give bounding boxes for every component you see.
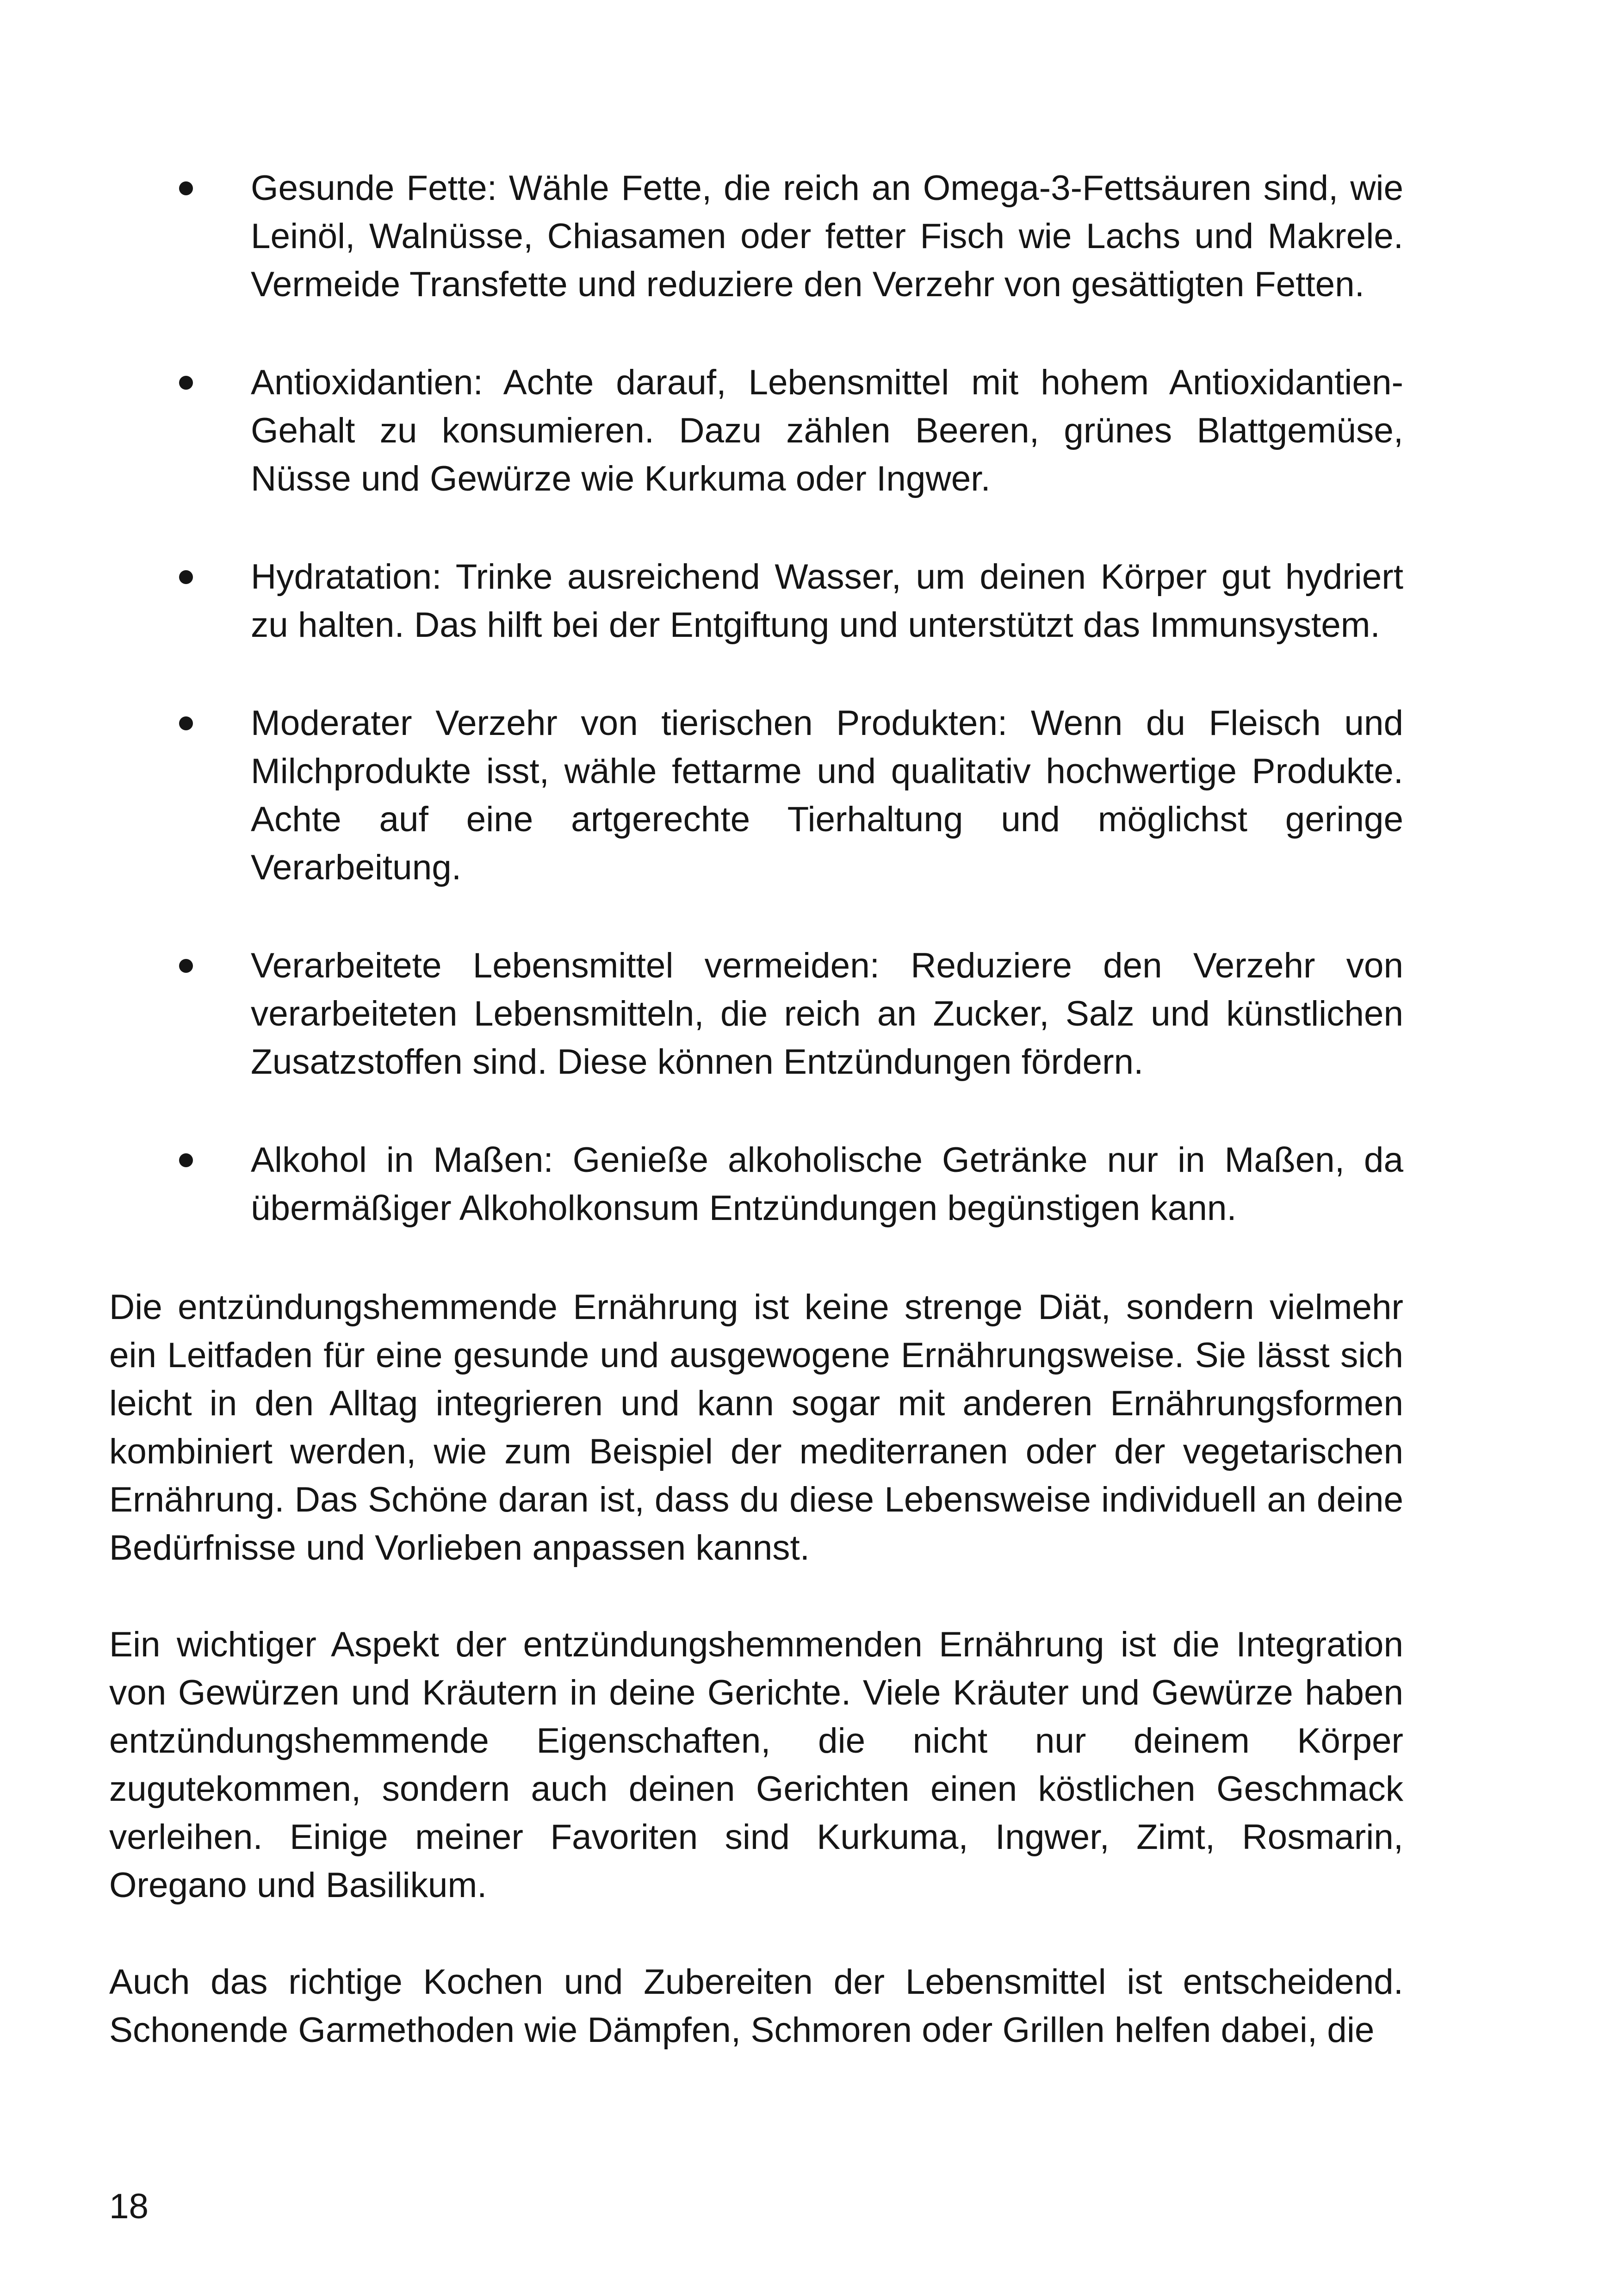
paragraph-spices-herbs: Ein wichtiger Aspekt der entzündungshemmenden Ernährung ist die Integration von Gewürzen und Kräutern in deine Gerichte. Viele Kräuter und Gewürze haben entzündungshemmende Eigenschaften, die nicht nur deinem Körper zugutekommen, sondern auch deinen Gerichten einen köstlichen Geschmack verleihen. Einige meiner Favoriten sind Kurkuma, Ingwer, Zimt, Rosmarin, Oregano und Basilikum. <box>109 1625 1403 1905</box>
bullet-text: Verarbeitete Lebensmittel vermeiden: Reduziere den Verzehr von verarbeiteten Lebensmitteln, die reich an Zucker, Salz und künstlichen Zusatzstoffen sind. Diese können Entzündungen fördern. <box>251 946 1403 1082</box>
bullet-icon <box>179 570 193 584</box>
bullet-text: Moderater Verzehr von tierischen Produkten: Wenn du Fleisch und Milchprodukte isst, wähle fettarme und qualitativ hochwertige Produkte. Achte auf eine artgerechte Tierhaltung und möglichst geringe Verarbeitung. <box>251 703 1403 887</box>
bullet-text: Antioxidantien: Achte darauf, Lebensmittel mit hohem Antioxidantien-Gehalt zu konsumieren. Dazu zählen Beeren, grünes Blattgemüse, Nüsse und Gewürze wie Kurkuma oder Ingwer. <box>251 363 1403 498</box>
bullet-item-alcohol <box>109 1136 1403 1232</box>
bullet-item-processed-foods <box>109 942 1403 1086</box>
bullet-item-antioxidants <box>109 359 1403 503</box>
page-content <box>109 164 1403 2103</box>
page-number: 18 <box>109 2187 149 2226</box>
bullet-item-healthy-fats <box>109 164 1403 309</box>
paragraph-cooking-methods: Auch das richtige Kochen und Zubereiten der Lebensmittel ist entscheidend. Schonende Garmethoden wie Dämpfen, Schmoren oder Grillen helfen dabei, die <box>109 1962 1403 2050</box>
bullet-text: Gesunde Fette: Wähle Fette, die reich an Omega-3-Fettsäuren sind, wie Leinöl, Walnüsse, Chiasamen oder fetter Fisch wie Lachs und Makrele. Vermeide Transfette und reduziere den Verzehr von gesättigten Fetten. <box>251 168 1403 304</box>
bullet-icon <box>179 716 193 730</box>
bullet-icon <box>179 959 193 973</box>
bullet-icon <box>179 376 193 390</box>
bullet-text: Hydratation: Trinke ausreichend Wasser, um deinen Körper gut hydriert zu halten. Das hilft bei der Entgiftung und unterstützt das Immunsystem. <box>251 557 1403 645</box>
bullet-item-animal-products <box>109 699 1403 892</box>
bullet-text: Alkohol in Maßen: Genieße alkoholische Getränke nur in Maßen, da übermäßiger Alkoholkonsum Entzündungen begünstigen kann. <box>251 1140 1403 1228</box>
paragraph-diet-overview: Die entzündungshemmende Ernährung ist keine strenge Diät, sondern vielmehr ein Leitfaden für eine gesunde und ausgewogene Ernährungsweise. Sie lässt sich leicht in den Alltag integrieren und kann sogar mit anderen Ernährungsformen kombiniert werden, wie zum Beispiel der mediterranen oder der vegetarischen Ernährung. Das Schöne daran ist, dass du diese Lebensweise individuell an deine Bedürfnisse und Vorlieben anpassen kannst. <box>109 1288 1403 1568</box>
bullet-item-hydration <box>109 553 1403 649</box>
bullet-list <box>109 164 1403 1232</box>
bullet-icon <box>179 181 193 195</box>
bullet-icon <box>179 1153 193 1167</box>
